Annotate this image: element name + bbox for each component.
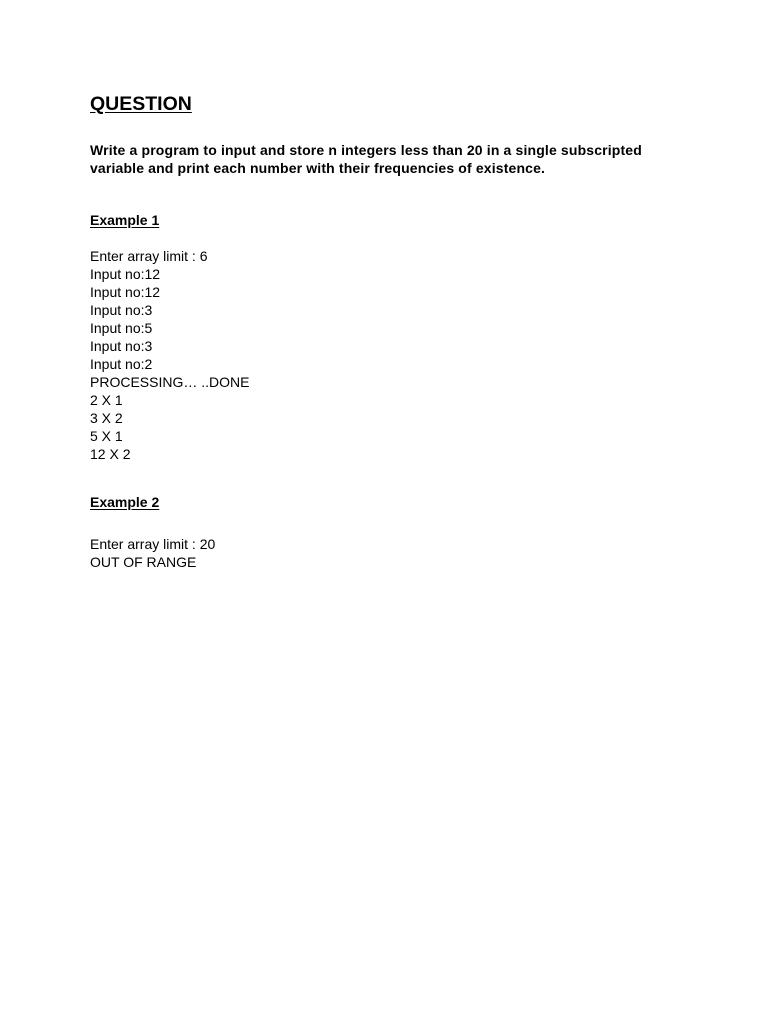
example-2-heading: Example 2: [90, 494, 160, 510]
example-1-output: [90, 247, 249, 463]
output-line: Input no:5: [90, 320, 153, 336]
question-text: [90, 141, 700, 177]
output-line: PROCESSING… ..DONE: [90, 374, 250, 390]
question-line: variable and print each number with their frequencies of existence.: [90, 160, 546, 176]
page-title: QUESTION: [90, 93, 192, 115]
output-line: 12 X 2: [90, 446, 131, 462]
output-line: 5 X 1: [90, 428, 123, 444]
output-line: Input no:2: [90, 356, 153, 372]
example-2-output: [90, 535, 215, 571]
example-1-heading: Example 1: [90, 212, 160, 228]
output-line: OUT OF RANGE: [90, 554, 197, 570]
output-line: Input no:3: [90, 302, 153, 318]
question-line: Write a program to input and store n integers less than 20 in a single subscripted: [90, 142, 642, 158]
output-line: 3 X 2: [90, 410, 123, 426]
output-line: Input no:12: [90, 266, 161, 282]
output-line: 2 X 1: [90, 392, 123, 408]
output-line: Enter array limit : 20: [90, 536, 216, 552]
output-line: Input no:12: [90, 284, 161, 300]
output-line: Enter array limit : 6: [90, 248, 208, 264]
output-line: Input no:3: [90, 338, 153, 354]
